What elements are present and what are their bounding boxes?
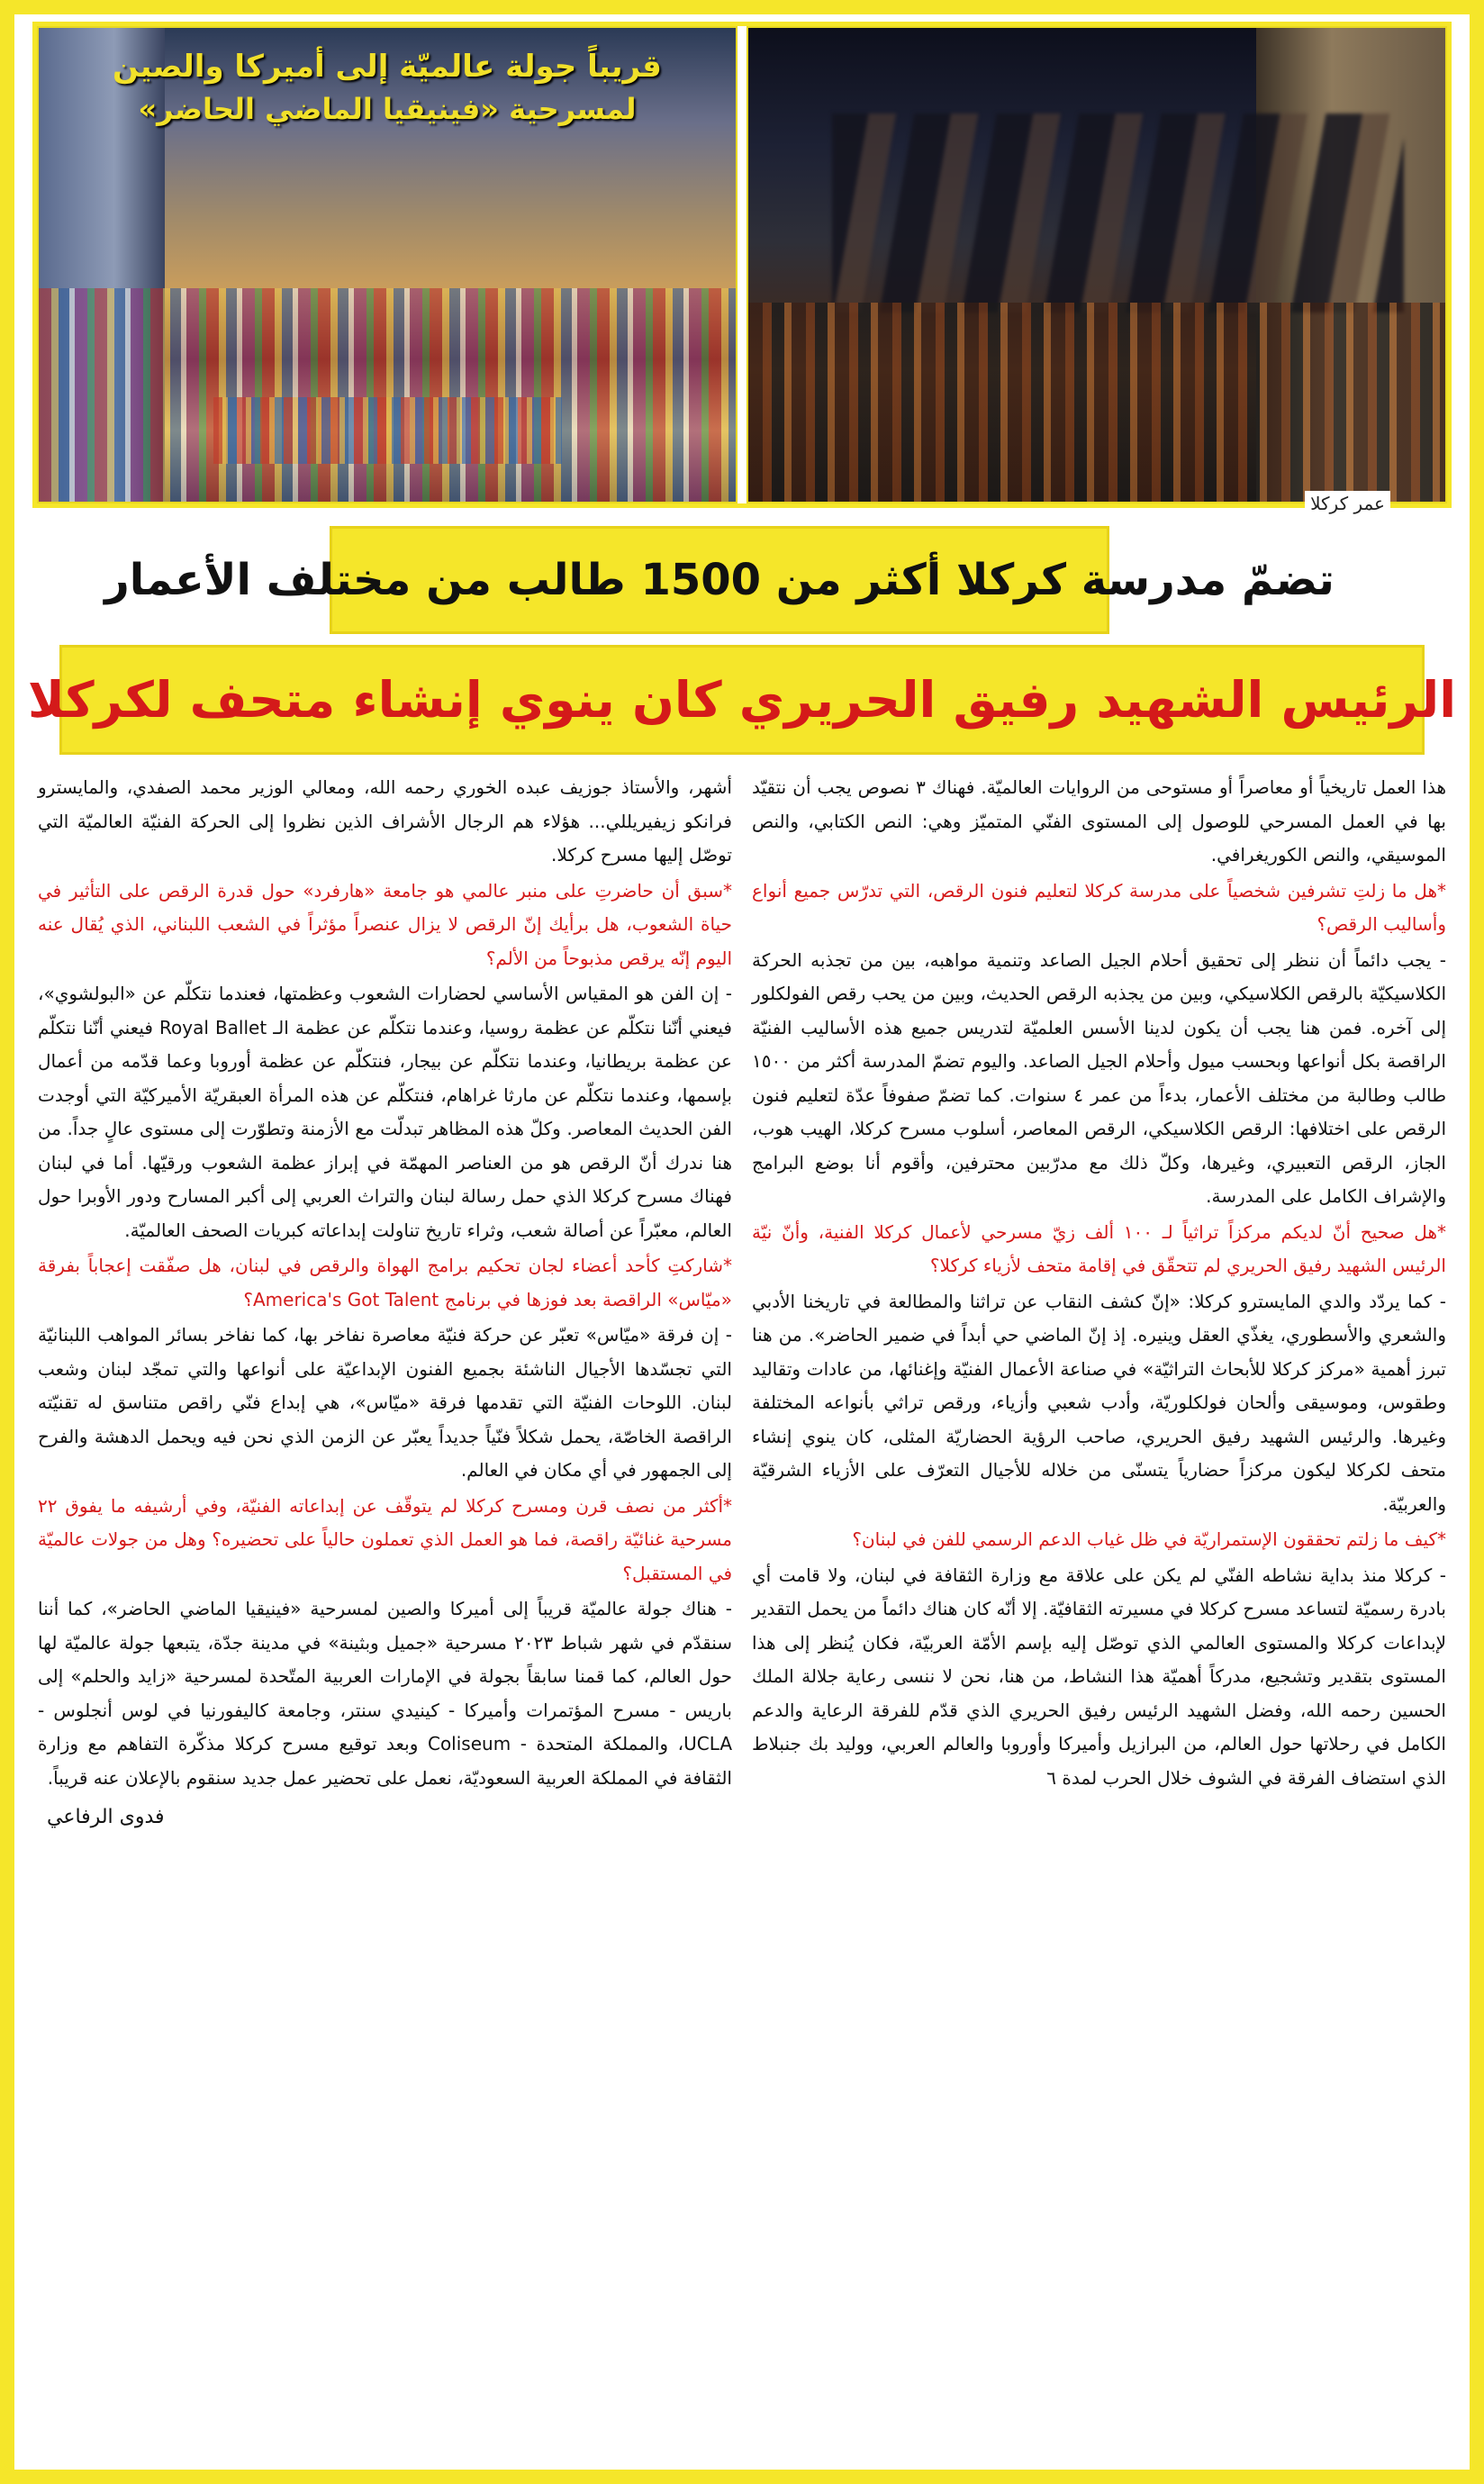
interview-answer: - إن فرقة «ميّاس» تعبّر عن حركة فنيّة معاصرة نفاخر بها، كما نفاخر بسائر المواهب اللبنانيّة التي تجسّدها الأجيال الناشئة بجميع الفنون الإبداعيّة على أنواعها والتي تمجّد لبنان وشعب لبنان. اللوحات الفنيّة التي تقدمها فرقة «ميّاس»، هي إبداع فنّي راقص متناسق له تقنيّته الراقصة الخاصّة، يحمل شكلاً فنّياً جديداً يعبّر عن الزمن الذي نحن فيه ويحمل الدهشة والفرح إلى الجمهور في أي مكان في العالم.	[38, 1324, 732, 1481]
interview-answer: - كركلا منذ بداية نشاطه الفنّي لم يكن على علاقة مع وزارة الثقافة في لبنان، ولا قامت أي بادرة رسميّة لتساعد مسرح كركلا في مسيرته الثقافيّة. إلا أنّه كان هناك دائماً من يحمل التقدير لإبداعات كركلا والمستوى العالمي الذي توصّل إليه بإسم الأمّة العربيّة، فكان يُنظر إلى هذا المستوى بتقدير وتشجيع، مدركاً أهميّة هذا النشاط، من هنا، نحن لا ننسى رعاية جلالة الملك الحسين رحمه الله، وفضل الشهيد الرئيس رفيق الحريري الذي قدّم للفرقة الرعاية والدعم الكامل في رحلاتها حول العالم، من البرازيل وأميركا وأوروبا والعالم العربي، ووليد بك جنبلاط الذي استضاف الفرقة في الشوف خلال الحرب لمدة ٦	[752, 1564, 1446, 1789]
interview-question: *هل ما زلتِ تشرفين شخصياً على مدرسة كركلا لتعليم فنون الرقص، التي تدرّس جميع أنواع وأساليب الرقص؟	[752, 879, 1446, 935]
interview-question: *كيف ما زلتم تحققون الإستمراريّة في ظل غياب الدعم الرسمي للفن في لبنان؟	[852, 1528, 1446, 1550]
interview-answer: هذا العمل تاريخياً أو معاصراً أو مستوحى من الروايات العالميّة. فهناك ٣ نصوص يجب أن نتقيّد بها في العمل المسرحي للوصول إلى المستوى الفنّي المتميّز وهي: النص الكتابي، والنص الموسيقي، والنص الكوريغرافي.	[752, 776, 1446, 866]
interview-question: *هل صحيح أنّ لديكم مركزاً تراثياً لـ ١٠٠ ألف زيّ مسرحي لأعمال كركلا الفنية، وأنّ نيّة الرئيس الشهيد رفيق الحريري لم تتحقّق في إقامة متحف لأزياء كركلا؟	[752, 1220, 1446, 1276]
stage-crowd	[748, 303, 1445, 502]
article-body	[38, 771, 1446, 2446]
promo-caption	[39, 46, 736, 129]
interview-question: *سبق أن حاضرتِ على منبر عالمي هو جامعة «هارفرد» حول قدرة الرقص على التأثير في حياة الشعوب، هل برأيك إنّ الرقص لا يزال عنصراً مؤثراً في الشعب اللبناني، الذي يُقال عنه اليوم إنّه يرقص مذبوحاً من الألم؟	[38, 879, 732, 969]
promo-line-2: لمسرحية «فينيقيا الماضي الحاضر»	[138, 91, 637, 126]
headline-secondary-text: الرئيس الشهيد رفيق الحريري كان ينوي إنشاء متحف لكركلا	[27, 671, 1457, 729]
author-byline: فدوى الرفاعي	[47, 1806, 165, 1828]
promo-line-1: قريباً جولة عالميّة إلى أميركا والصين	[113, 49, 662, 85]
article-column-left	[38, 771, 732, 2446]
headline-secondary	[27, 645, 1457, 755]
headline-primary-text: تضمّ مدرسة كركلا أكثر من 1500 طالب من مختلف الأعمار	[104, 555, 1335, 605]
stage-floor	[213, 397, 562, 464]
interview-answer: أشهر، والأستاذ جوزيف عبده الخوري رحمه الله، ومعالي الوزير محمد الصفدي، والمايسترو فرانكو زيفيريللي... هؤلاء هم الرجال الأشراف الذين نظروا إلى الحركة الفنيّة العالميّة التي توصّل إليها مسرح كركلا.	[38, 776, 732, 866]
interview-answer: - يجب دائماً أن ننظر إلى تحقيق أحلام الجيل الصاعد وتنمية مواهبه، بين من تجذبه الحركة الكلاسيكيّة بالرقص الكلاسيكي، وبين من يجذبه الرقص الحديث، وبين من يحب رقص الفولكلور إلى آخره. فمن هنا يجب أن يكون لدينا الأسس العلميّة لتدريس جميع هذه الأساليب الفنيّة الراقصة بكل أنواعها وبحسب ميول وأحلام الجيل الصاعد. واليوم تضمّ المدرسة أكثر من ١٥٠٠ طالب وطالبة من مختلف الأعمار، بدءاً من عمر ٤ سنوات. كما تضمّ صفوفاً عدّة لتعليم فنون الرقص على اختلافها: الرقص الكلاسيكي، الرقص المعاصر، أسلوب مسرح كركلا، الهيب هوب، الجاز، الرقص التعبيري، وغيرها، وكلّ ذلك مع مدرّبين محترفين، وأقوم أنا بوضع البرامج والإشراف الكامل على المدرسة.	[752, 948, 1446, 1207]
interview-question: *أكثر من نصف قرن ومسرح كركلا لم يتوقّف عن إبداعاته الفنيّة، وفي أرشيفه ما يفوق ٢٢ مسرحية غنائيّة راقصة، فما هو العمل الذي تعملون حالياً على تحضيره؟ وهل من جولات عالميّة في المستقبل؟	[38, 1494, 732, 1584]
photo-credit: عمر كركلا	[1305, 491, 1390, 516]
dancer-silhouettes	[832, 113, 1404, 313]
photo-strip	[32, 22, 1452, 508]
interview-answer: - كما يردّد والدي المايسترو كركلا: «إنّ كشف النقاب عن تراثنا والمطالعة في تاريخنا الأدبي والشعري والأسطوري، يغذّي العقل وينيره. إذ إنّ الماضي حي أبداً في ضمير الحاضر». من هنا تبرز أهمية «مركز كركلا للأبحاث التراثيّة» في صناعة الأعمال الفنيّة وإغنائها، من عادات وتقاليد وطقوس، وموسيقى وألحان فولكلوريّة، وأدب شعبي وأزياء، ورقص تراثي بأنواعه المختلفة وغيرها. والرئيس الشهيد رفيق الحريري، صاحب الرؤية الحضاريّة المثلى، كان ينوي إنشاء متحف لكركلا ليكون مركزاً حضارياً يتسنّى من خلاله للأجيال التعرّف على الأزياء الشرقيّة والعربيّة.	[752, 1290, 1446, 1515]
ensemble-costumes	[39, 288, 736, 502]
interview-question: *شاركتِ كأحد أعضاء لجان تحكيم برامج الهواة والرقص في لبنان، هل صفّقت إعجاباً بفرقة «ميّاس» الراقصة بعد فوزها في برنامج America's Got Talent؟	[38, 1255, 732, 1310]
headline-primary	[104, 526, 1335, 634]
interview-answer: - إن الفن هو المقياس الأساسي لحضارات الشعوب وعظمتها، فعندما نتكلّم عن «البولشوي»، فيعني أنّنا نتكلّم عن عظمة روسيا، وعندما نتكلّم عن عظمة الـ Royal Ballet فيعني أنّنا نتكلّم عن عظمة بريطانيا، وعندما نتكلّم عن بيجار، فنتكلّم عن عظمة أوروبا وعما قدّمه من أعمال بإسمها، وعندما نتكلّم عن مارثا غراهام، فنتكلّم عن هذه المرأة العبقريّة الأميركيّة التي أوجدت الفن الحديث المعاصر. وكلّ هذه المظاهر تبدلّت مع الأزمنة وتطوّرت إلى مستوى عالٍ جداً. من هنا ندرك أنّ الرقص هو من العناصر المهمّة في إبراز عظمة الشعوب ورقيّها. أما في لبنان فهناك مسرح كركلا الذي حمل رسالة لبنان والتراث العربي إلى أكبر المسارح ودور الأوبرا حول العالم، معبّراً عن أصالة شعب، وثراء تاريخ تناولت إبداعاته كبريات الصحف العالميّة.	[38, 983, 732, 1241]
stage-photo-dancers	[747, 26, 1447, 503]
stage-photo-ensemble	[37, 26, 737, 503]
interview-answer: - هناك جولة عالميّة قريباً إلى أميركا والصين لمسرحية «فينيقيا الماضي الحاضر»، كما أننا سنقدّم في شهر شباط ٢٠٢٣ مسرحية «جميل وبثينة» في مدينة جدّة، يتبعها جولة عالميّة لها حول العالم، كما قمنا سابقاً بجولة في الإمارات العربية المتّحدة لمسرحية «زايد والحلم» إلى باريس - مسرح المؤتمرات وأميركا - كينيدي سنتر، وجامعة كاليفورنيا في لوس أنجلوس - UCLA، والمملكة المتحدة - Coliseum وبعد توقيع مسرح كركلا مذكّرة التفاهم مع وزارة الثقافة في المملكة العربية السعوديّة، نعمل على تحضير عمل جديد سنقوم بالإعلان عنه قريباً.	[38, 1598, 733, 1789]
article-column-right	[752, 771, 1446, 2446]
